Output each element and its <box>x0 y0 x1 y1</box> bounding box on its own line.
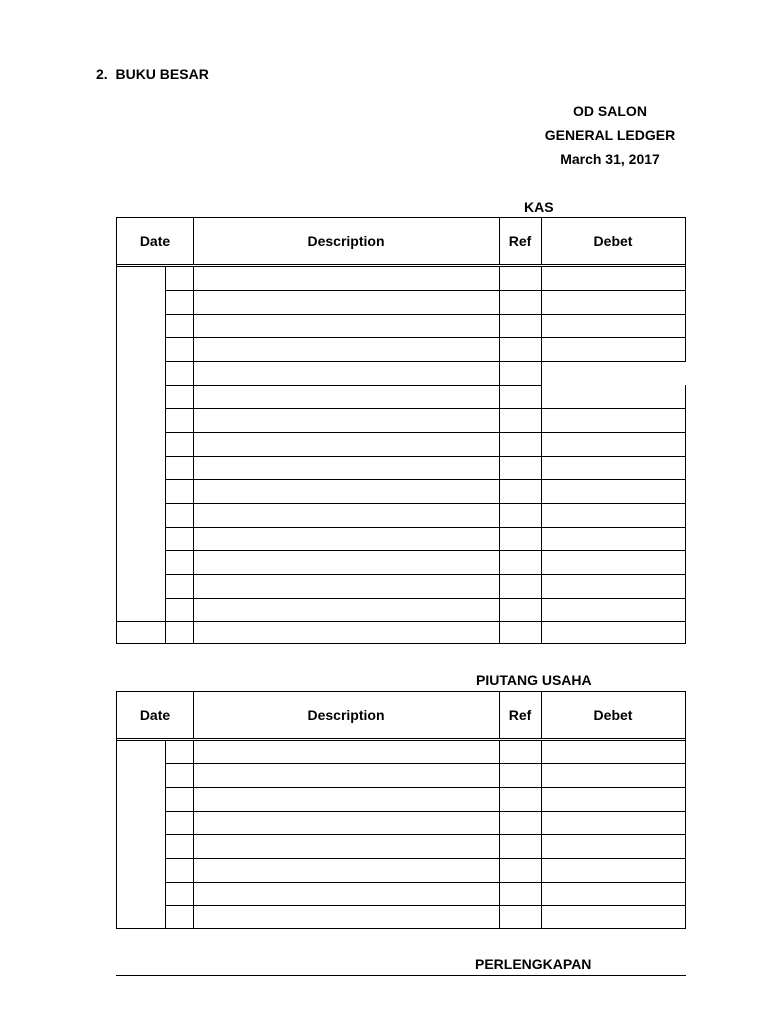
account-title-kas: KAS <box>524 199 554 215</box>
section-title: BUKU BESAR <box>115 66 209 82</box>
account-title-piutang-usaha: PIUTANG USAHA <box>476 672 592 688</box>
date-split-line <box>165 267 166 643</box>
col-debet-header: Debet <box>593 707 633 723</box>
col-description-header: Description <box>307 707 385 723</box>
ledger-header <box>117 218 685 267</box>
col-date-header: Date <box>139 233 171 249</box>
ledger-body <box>117 267 685 643</box>
ledger-top-rule <box>116 975 686 976</box>
ledger-table-kas <box>116 217 686 644</box>
ledger-table-piutang-usaha <box>116 691 686 929</box>
col-ref-header: Ref <box>508 707 532 723</box>
section-number: 2. <box>96 66 108 82</box>
col-debet-header: Debet <box>593 233 633 249</box>
col-date-header: Date <box>139 707 171 723</box>
company-name: OD SALON <box>573 103 647 119</box>
col-description-header: Description <box>307 233 385 249</box>
ledger-body <box>117 741 685 928</box>
ledger-header <box>117 692 685 741</box>
account-title-perlengkapan: PERLENGKAPAN <box>475 956 592 972</box>
col-ref-header: Ref <box>508 233 532 249</box>
section-heading <box>96 66 209 82</box>
report-title: GENERAL LEDGER <box>544 127 676 143</box>
report-date: March 31, 2017 <box>560 151 660 167</box>
